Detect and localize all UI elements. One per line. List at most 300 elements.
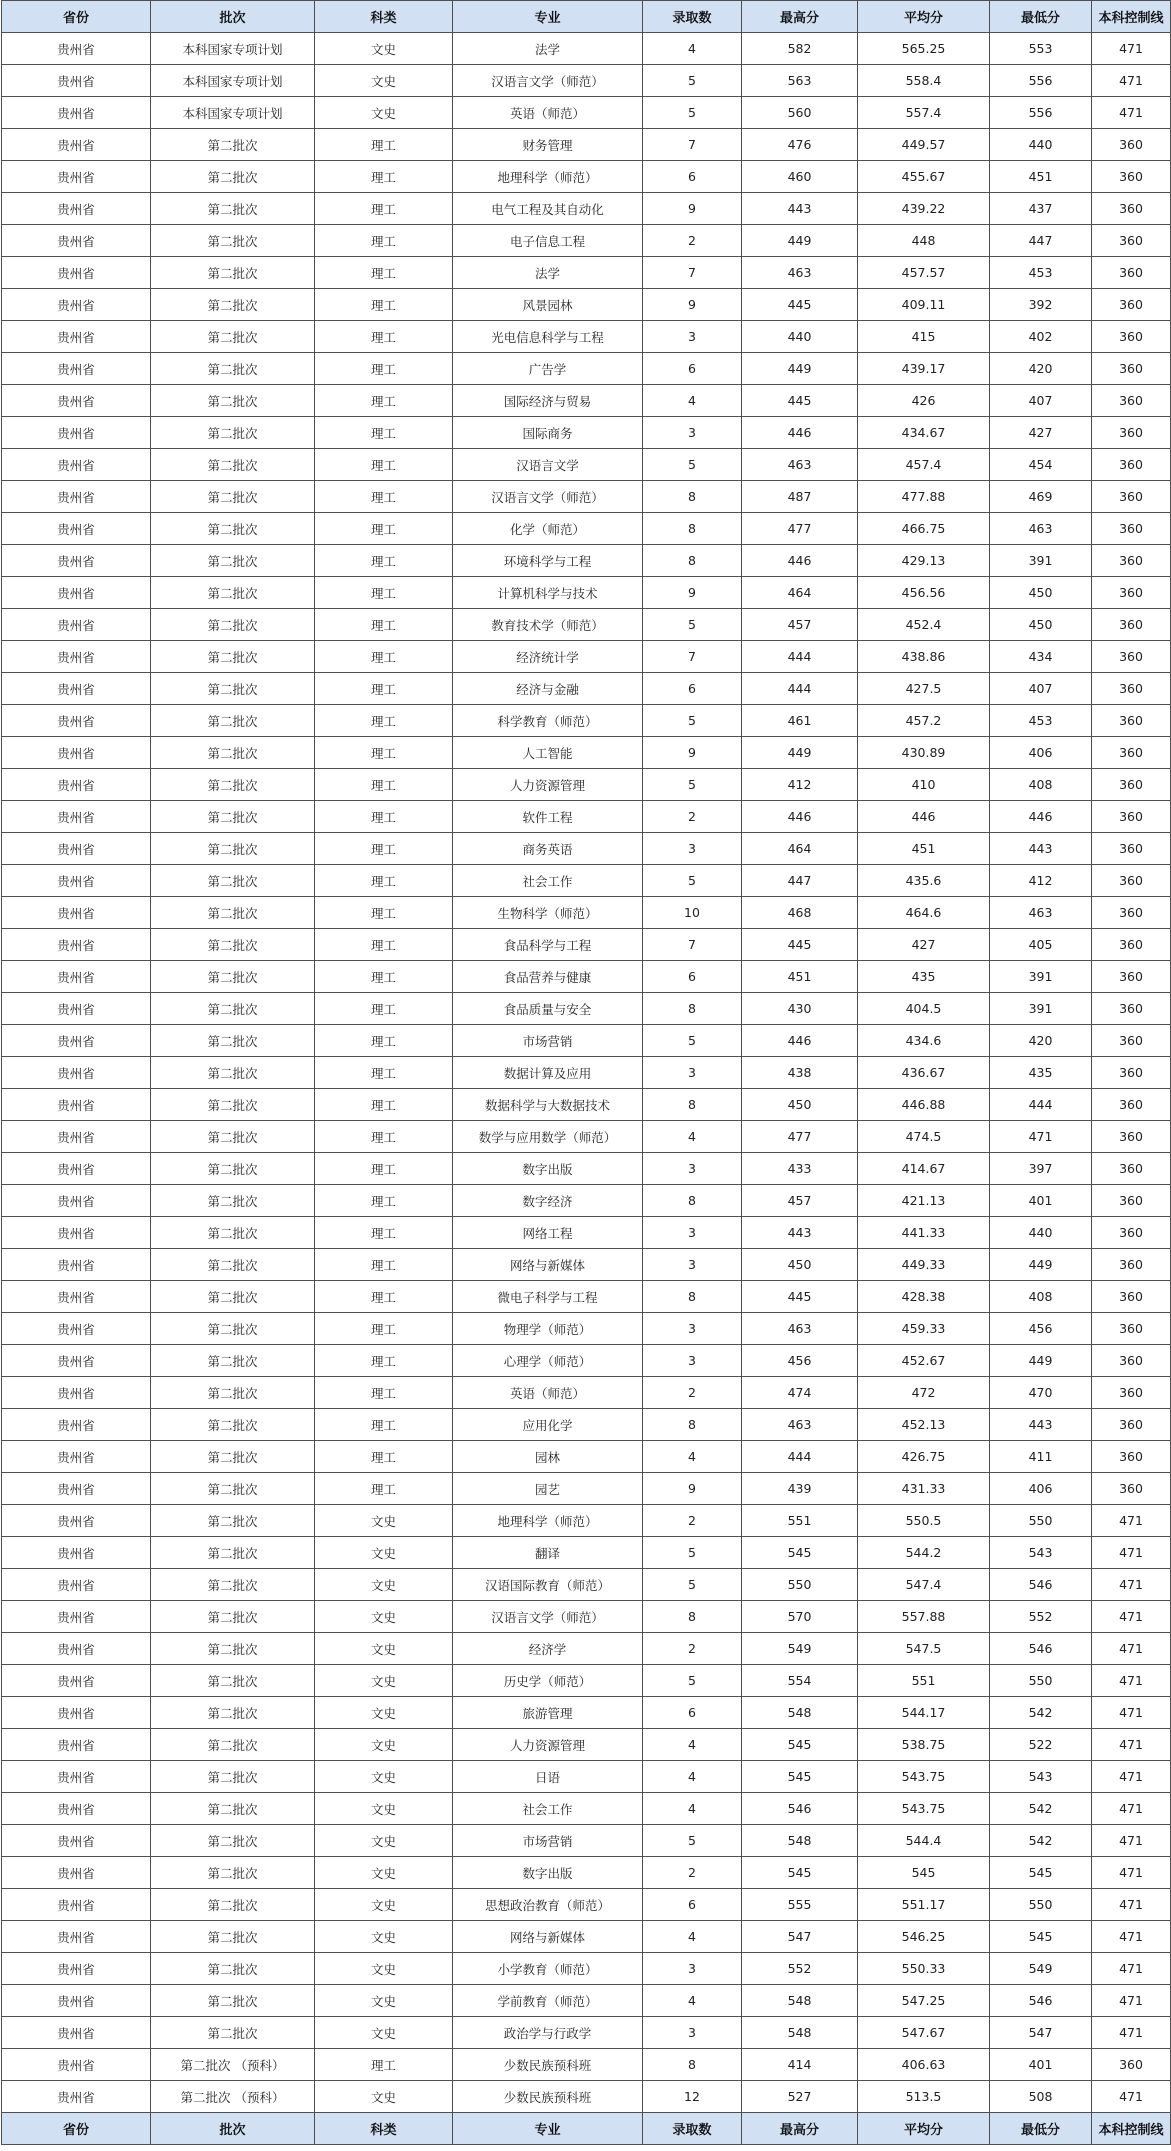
cell-batch: 第二批次: [151, 1281, 315, 1313]
cell-province: 贵州省: [2, 1153, 151, 1185]
cell-max-score: 464: [742, 833, 858, 865]
cell-control-line: 471: [1092, 1793, 1171, 1825]
cell-admitted: 4: [643, 33, 742, 65]
footer-row: [2, 2113, 1171, 2145]
cell-max-score: 445: [742, 289, 858, 321]
cell-category: 理工: [315, 1473, 453, 1505]
cell-avg-score: 431.33: [858, 1473, 990, 1505]
cell-major: 园林: [453, 1441, 643, 1473]
cell-category: 理工: [315, 1441, 453, 1473]
cell-avg-score: 421.13: [858, 1185, 990, 1217]
table-body: [2, 33, 1171, 2113]
cell-admitted: 4: [643, 385, 742, 417]
cell-category: 文史: [315, 1569, 453, 1601]
cell-control-line: 471: [1092, 1985, 1171, 2017]
cell-batch: 第二批次: [151, 513, 315, 545]
cell-admitted: 2: [643, 1505, 742, 1537]
cell-province: 贵州省: [2, 1025, 151, 1057]
table-row: [2, 609, 1171, 641]
cell-avg-score: 547.25: [858, 1985, 990, 2017]
cell-major: 国际经济与贸易: [453, 385, 643, 417]
cell-province: 贵州省: [2, 1697, 151, 1729]
cell-min-score: 407: [990, 385, 1092, 417]
cell-batch: 第二批次: [151, 1793, 315, 1825]
cell-admitted: 9: [643, 577, 742, 609]
cell-avg-score: 428.38: [858, 1281, 990, 1313]
cell-min-score: 391: [990, 961, 1092, 993]
cell-province: 贵州省: [2, 1377, 151, 1409]
cell-batch: 第二批次: [151, 1825, 315, 1857]
cell-control-line: 360: [1092, 513, 1171, 545]
cell-admitted: 5: [643, 1569, 742, 1601]
cell-major: 科学教育（师范）: [453, 705, 643, 737]
cell-min-score: 408: [990, 1281, 1092, 1313]
cell-major: 教育技术学（师范）: [453, 609, 643, 641]
cell-category: 理工: [315, 449, 453, 481]
cell-admitted: 4: [643, 1761, 742, 1793]
cell-max-score: 548: [742, 2017, 858, 2049]
cell-avg-score: 544.17: [858, 1697, 990, 1729]
cell-province: 贵州省: [2, 33, 151, 65]
table-row: [2, 737, 1171, 769]
cell-batch: 第二批次: [151, 673, 315, 705]
cell-province: 贵州省: [2, 321, 151, 353]
cell-category: 文史: [315, 33, 453, 65]
header-category: 科类: [315, 1, 453, 33]
cell-avg-score: 558.4: [858, 65, 990, 97]
cell-control-line: 360: [1092, 417, 1171, 449]
cell-avg-score: 543.75: [858, 1761, 990, 1793]
cell-province: 贵州省: [2, 161, 151, 193]
table-row: [2, 577, 1171, 609]
cell-major: 数学与应用数学（师范）: [453, 1121, 643, 1153]
cell-max-score: 461: [742, 705, 858, 737]
cell-major: 市场营销: [453, 1825, 643, 1857]
cell-category: 文史: [315, 1953, 453, 1985]
cell-category: 文史: [315, 2081, 453, 2113]
cell-admitted: 8: [643, 545, 742, 577]
cell-min-score: 402: [990, 321, 1092, 353]
cell-category: 理工: [315, 353, 453, 385]
table-row: [2, 1665, 1171, 1697]
cell-min-score: 542: [990, 1793, 1092, 1825]
cell-batch: 第二批次: [151, 353, 315, 385]
cell-batch: 第二批次: [151, 769, 315, 801]
cell-min-score: 547: [990, 2017, 1092, 2049]
cell-max-score: 445: [742, 385, 858, 417]
cell-batch: 第二批次: [151, 1313, 315, 1345]
cell-admitted: 4: [643, 1441, 742, 1473]
cell-min-score: 469: [990, 481, 1092, 513]
cell-province: 贵州省: [2, 705, 151, 737]
table-row: [2, 2049, 1171, 2081]
cell-category: 理工: [315, 1025, 453, 1057]
cell-batch: 第二批次: [151, 1121, 315, 1153]
cell-category: 理工: [315, 705, 453, 737]
cell-batch: 第二批次: [151, 161, 315, 193]
cell-max-score: 545: [742, 1761, 858, 1793]
cell-category: 理工: [315, 513, 453, 545]
cell-batch: 第二批次: [151, 1761, 315, 1793]
cell-major: 市场营销: [453, 1025, 643, 1057]
cell-min-score: 522: [990, 1729, 1092, 1761]
cell-max-score: 552: [742, 1953, 858, 1985]
cell-category: 理工: [315, 1057, 453, 1089]
cell-major: 广告学: [453, 353, 643, 385]
cell-control-line: 471: [1092, 1537, 1171, 1569]
table-row: [2, 321, 1171, 353]
table-row: [2, 641, 1171, 673]
table-row: [2, 417, 1171, 449]
header-control-line: 本科控制线: [1092, 1, 1171, 33]
cell-category: 理工: [315, 1377, 453, 1409]
table-row: [2, 1345, 1171, 1377]
cell-major: 化学（师范）: [453, 513, 643, 545]
cell-min-score: 411: [990, 1441, 1092, 1473]
cell-category: 理工: [315, 321, 453, 353]
cell-admitted: 5: [643, 609, 742, 641]
cell-category: 文史: [315, 1857, 453, 1889]
cell-max-score: 443: [742, 1217, 858, 1249]
cell-max-score: 412: [742, 769, 858, 801]
cell-category: 理工: [315, 769, 453, 801]
cell-province: 贵州省: [2, 1825, 151, 1857]
cell-admitted: 7: [643, 129, 742, 161]
cell-province: 贵州省: [2, 1953, 151, 1985]
cell-major: 经济学: [453, 1633, 643, 1665]
cell-province: 贵州省: [2, 1089, 151, 1121]
cell-admitted: 12: [643, 2081, 742, 2113]
cell-admitted: 2: [643, 1633, 742, 1665]
cell-category: 理工: [315, 481, 453, 513]
cell-major: 少数民族预科班: [453, 2081, 643, 2113]
cell-min-score: 550: [990, 1889, 1092, 1921]
table-row: [2, 1217, 1171, 1249]
table-row: [2, 65, 1171, 97]
cell-batch: 第二批次: [151, 929, 315, 961]
cell-admitted: 3: [643, 1953, 742, 1985]
cell-category: 文史: [315, 1665, 453, 1697]
cell-min-score: 447: [990, 225, 1092, 257]
cell-avg-score: 439.17: [858, 353, 990, 385]
table-row: [2, 97, 1171, 129]
header-min-score: 最低分: [990, 1, 1092, 33]
cell-avg-score: 434.67: [858, 417, 990, 449]
header-max-score: 最高分: [742, 1, 858, 33]
cell-admitted: 8: [643, 2049, 742, 2081]
cell-category: 理工: [315, 129, 453, 161]
table-row: [2, 1569, 1171, 1601]
cell-batch: 本科国家专项计划: [151, 65, 315, 97]
cell-avg-score: 446: [858, 801, 990, 833]
cell-control-line: 471: [1092, 1729, 1171, 1761]
cell-category: 文史: [315, 1793, 453, 1825]
cell-province: 贵州省: [2, 1665, 151, 1697]
cell-province: 贵州省: [2, 1985, 151, 2017]
cell-batch: 第二批次: [151, 417, 315, 449]
cell-avg-score: 436.67: [858, 1057, 990, 1089]
cell-avg-score: 426: [858, 385, 990, 417]
cell-max-score: 446: [742, 417, 858, 449]
cell-control-line: 471: [1092, 1505, 1171, 1537]
cell-control-line: 360: [1092, 1377, 1171, 1409]
cell-admitted: 4: [643, 1793, 742, 1825]
cell-batch: 第二批次: [151, 1505, 315, 1537]
cell-control-line: 360: [1092, 1089, 1171, 1121]
table-row: [2, 673, 1171, 705]
cell-admitted: 10: [643, 897, 742, 929]
cell-major: 法学: [453, 257, 643, 289]
cell-min-score: 420: [990, 353, 1092, 385]
cell-major: 政治学与行政学: [453, 2017, 643, 2049]
table-row: [2, 1921, 1171, 1953]
table-row: [2, 1601, 1171, 1633]
cell-province: 贵州省: [2, 1441, 151, 1473]
cell-major: 旅游管理: [453, 1697, 643, 1729]
cell-province: 贵州省: [2, 417, 151, 449]
table-row: [2, 705, 1171, 737]
cell-min-score: 412: [990, 865, 1092, 897]
table-row: [2, 1953, 1171, 1985]
cell-province: 贵州省: [2, 1185, 151, 1217]
cell-category: 文史: [315, 1601, 453, 1633]
cell-max-score: 582: [742, 33, 858, 65]
cell-avg-score: 404.5: [858, 993, 990, 1025]
cell-admitted: 8: [643, 1185, 742, 1217]
cell-max-score: 548: [742, 1985, 858, 2017]
cell-province: 贵州省: [2, 993, 151, 1025]
cell-max-score: 468: [742, 897, 858, 929]
cell-min-score: 392: [990, 289, 1092, 321]
cell-max-score: 527: [742, 2081, 858, 2113]
cell-province: 贵州省: [2, 673, 151, 705]
table-footer: [2, 2113, 1171, 2145]
cell-major: 社会工作: [453, 1793, 643, 1825]
cell-control-line: 360: [1092, 577, 1171, 609]
table-row: [2, 769, 1171, 801]
cell-category: 理工: [315, 1313, 453, 1345]
cell-control-line: 360: [1092, 1441, 1171, 1473]
cell-category: 文史: [315, 1761, 453, 1793]
cell-min-score: 549: [990, 1953, 1092, 1985]
table-row: [2, 1537, 1171, 1569]
cell-batch: 第二批次: [151, 1697, 315, 1729]
cell-major: 翻译: [453, 1537, 643, 1569]
cell-batch: 第二批次: [151, 289, 315, 321]
cell-major: 网络与新媒体: [453, 1921, 643, 1953]
cell-max-score: 451: [742, 961, 858, 993]
cell-major: 人工智能: [453, 737, 643, 769]
table-row: [2, 129, 1171, 161]
cell-province: 贵州省: [2, 449, 151, 481]
cell-avg-score: 472: [858, 1377, 990, 1409]
cell-category: 理工: [315, 897, 453, 929]
cell-major: 电气工程及其自动化: [453, 193, 643, 225]
cell-max-score: 548: [742, 1825, 858, 1857]
cell-avg-score: 550.5: [858, 1505, 990, 1537]
cell-batch: 第二批次 （预科）: [151, 2049, 315, 2081]
cell-max-score: 487: [742, 481, 858, 513]
cell-max-score: 555: [742, 1889, 858, 1921]
cell-admitted: 2: [643, 1377, 742, 1409]
cell-control-line: 360: [1092, 1473, 1171, 1505]
cell-min-score: 451: [990, 161, 1092, 193]
cell-category: 理工: [315, 193, 453, 225]
cell-category: 理工: [315, 929, 453, 961]
cell-max-score: 439: [742, 1473, 858, 1505]
cell-province: 贵州省: [2, 577, 151, 609]
cell-max-score: 449: [742, 353, 858, 385]
cell-max-score: 456: [742, 1345, 858, 1377]
cell-control-line: 360: [1092, 353, 1171, 385]
header-row: [2, 1, 1171, 33]
cell-province: 贵州省: [2, 2081, 151, 2113]
cell-avg-score: 464.6: [858, 897, 990, 929]
cell-avg-score: 452.13: [858, 1409, 990, 1441]
cell-control-line: 360: [1092, 385, 1171, 417]
cell-admitted: 5: [643, 1825, 742, 1857]
cell-province: 贵州省: [2, 1313, 151, 1345]
cell-batch: 第二批次: [151, 1921, 315, 1953]
cell-max-score: 546: [742, 1793, 858, 1825]
cell-province: 贵州省: [2, 865, 151, 897]
cell-major: 经济与金融: [453, 673, 643, 705]
cell-min-score: 463: [990, 513, 1092, 545]
cell-max-score: 549: [742, 1633, 858, 1665]
cell-avg-score: 474.5: [858, 1121, 990, 1153]
cell-batch: 第二批次: [151, 865, 315, 897]
cell-control-line: 360: [1092, 1249, 1171, 1281]
cell-max-score: 545: [742, 1729, 858, 1761]
cell-avg-score: 434.6: [858, 1025, 990, 1057]
cell-province: 贵州省: [2, 481, 151, 513]
cell-admitted: 8: [643, 1601, 742, 1633]
cell-category: 理工: [315, 1409, 453, 1441]
table-row: [2, 289, 1171, 321]
cell-batch: 第二批次: [151, 1857, 315, 1889]
cell-province: 贵州省: [2, 513, 151, 545]
cell-admitted: 3: [643, 1249, 742, 1281]
cell-min-score: 449: [990, 1345, 1092, 1377]
header-province: 省份: [2, 1, 151, 33]
cell-major: 小学教育（师范）: [453, 1953, 643, 1985]
cell-category: 理工: [315, 673, 453, 705]
cell-control-line: 471: [1092, 1953, 1171, 1985]
cell-control-line: 360: [1092, 1185, 1171, 1217]
cell-category: 理工: [315, 609, 453, 641]
footer-major: 专业: [453, 2113, 643, 2145]
cell-batch: 第二批次: [151, 321, 315, 353]
cell-control-line: 471: [1092, 1569, 1171, 1601]
table-row: [2, 1889, 1171, 1921]
cell-category: 理工: [315, 801, 453, 833]
cell-control-line: 360: [1092, 193, 1171, 225]
cell-control-line: 360: [1092, 1345, 1171, 1377]
cell-province: 贵州省: [2, 1569, 151, 1601]
cell-avg-score: 414.67: [858, 1153, 990, 1185]
table-row: [2, 1697, 1171, 1729]
cell-admitted: 5: [643, 97, 742, 129]
cell-major: 经济统计学: [453, 641, 643, 673]
cell-province: 贵州省: [2, 609, 151, 641]
cell-control-line: 471: [1092, 1633, 1171, 1665]
cell-max-score: 460: [742, 161, 858, 193]
cell-major: 国际商务: [453, 417, 643, 449]
cell-min-score: 435: [990, 1057, 1092, 1089]
cell-batch: 第二批次: [151, 641, 315, 673]
cell-major: 数据计算及应用: [453, 1057, 643, 1089]
cell-avg-score: 557.88: [858, 1601, 990, 1633]
cell-avg-score: 457.4: [858, 449, 990, 481]
table-row: [2, 1249, 1171, 1281]
cell-max-score: 570: [742, 1601, 858, 1633]
table-header: [2, 1, 1171, 33]
cell-batch: 本科国家专项计划: [151, 33, 315, 65]
cell-batch: 第二批次: [151, 577, 315, 609]
cell-max-score: 464: [742, 577, 858, 609]
cell-category: 理工: [315, 577, 453, 609]
cell-batch: 第二批次: [151, 1441, 315, 1473]
cell-max-score: 463: [742, 1313, 858, 1345]
cell-avg-score: 410: [858, 769, 990, 801]
cell-admitted: 8: [643, 1281, 742, 1313]
cell-category: 理工: [315, 257, 453, 289]
cell-max-score: 560: [742, 97, 858, 129]
table-row: [2, 897, 1171, 929]
cell-category: 理工: [315, 1281, 453, 1313]
cell-avg-score: 546.25: [858, 1921, 990, 1953]
table-row: [2, 33, 1171, 65]
cell-max-score: 446: [742, 1025, 858, 1057]
cell-min-score: 542: [990, 1825, 1092, 1857]
cell-min-score: 453: [990, 705, 1092, 737]
cell-max-score: 474: [742, 1377, 858, 1409]
cell-control-line: 360: [1092, 1025, 1171, 1057]
footer-batch: 批次: [151, 2113, 315, 2145]
cell-control-line: 360: [1092, 1409, 1171, 1441]
cell-category: 文史: [315, 1537, 453, 1569]
cell-admitted: 2: [643, 801, 742, 833]
cell-batch: 第二批次: [151, 385, 315, 417]
header-major: 专业: [453, 1, 643, 33]
cell-control-line: 471: [1092, 1825, 1171, 1857]
cell-max-score: 450: [742, 1249, 858, 1281]
cell-control-line: 360: [1092, 833, 1171, 865]
cell-admitted: 9: [643, 193, 742, 225]
cell-control-line: 471: [1092, 65, 1171, 97]
cell-major: 地理科学（师范）: [453, 1505, 643, 1537]
cell-min-score: 449: [990, 1249, 1092, 1281]
cell-batch: 第二批次: [151, 1377, 315, 1409]
cell-admitted: 3: [643, 417, 742, 449]
cell-category: 理工: [315, 1185, 453, 1217]
cell-province: 贵州省: [2, 289, 151, 321]
cell-major: 财务管理: [453, 129, 643, 161]
cell-control-line: 471: [1092, 1761, 1171, 1793]
cell-control-line: 360: [1092, 321, 1171, 353]
cell-control-line: 471: [1092, 1601, 1171, 1633]
cell-max-score: 463: [742, 1409, 858, 1441]
table-row: [2, 1089, 1171, 1121]
cell-admitted: 8: [643, 481, 742, 513]
cell-batch: 第二批次: [151, 1249, 315, 1281]
cell-avg-score: 452.4: [858, 609, 990, 641]
cell-category: 理工: [315, 289, 453, 321]
cell-max-score: 450: [742, 1089, 858, 1121]
cell-avg-score: 406.63: [858, 2049, 990, 2081]
cell-category: 理工: [315, 865, 453, 897]
cell-admitted: 6: [643, 1697, 742, 1729]
